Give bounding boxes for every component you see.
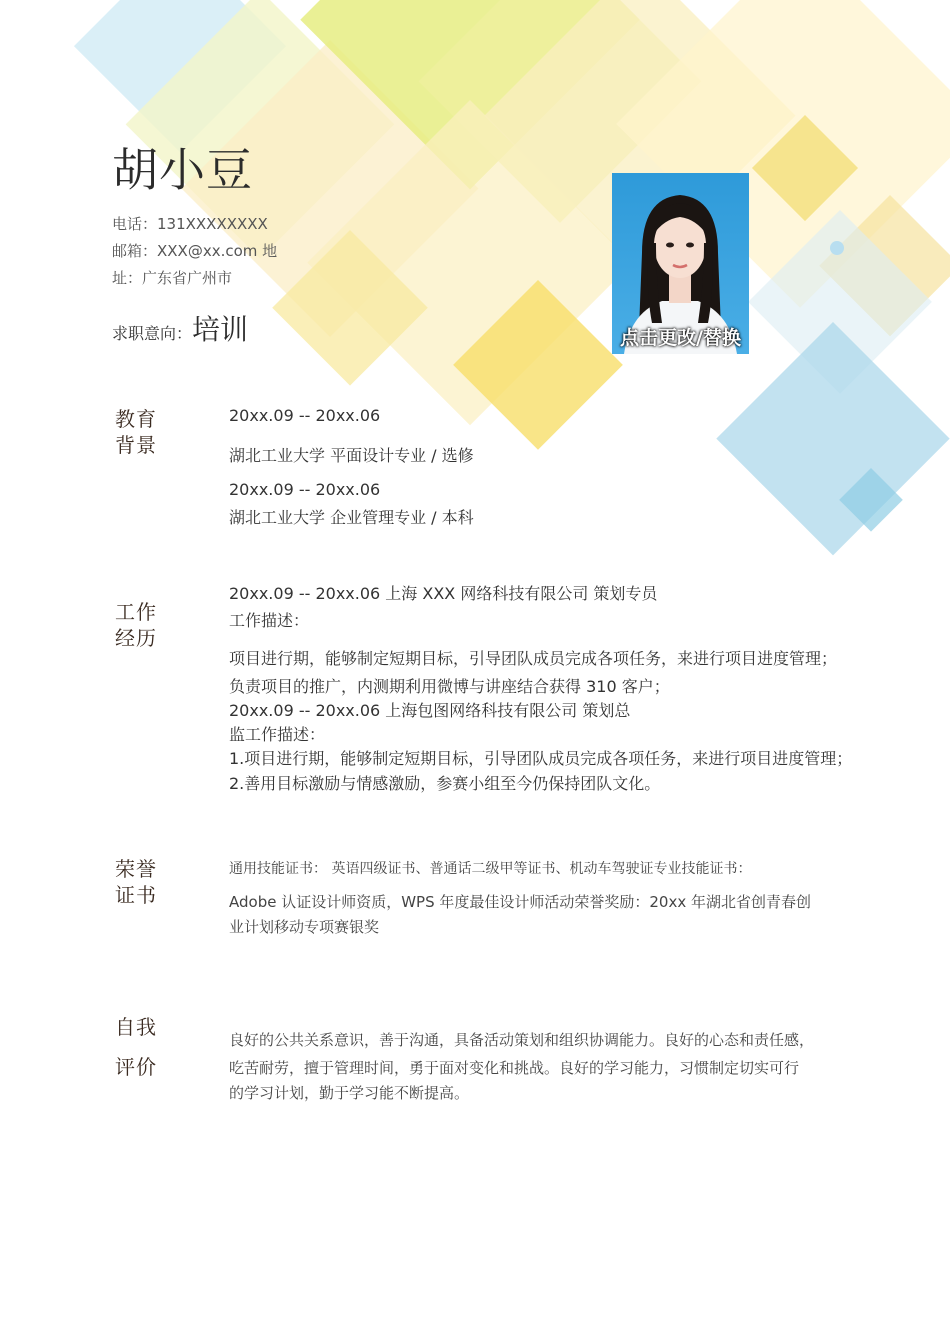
section-title-line: 荣誉 (115, 857, 157, 881)
section-title-line: 经历 (115, 626, 157, 650)
work-line: 负责项目的推广，内测期利用微博与讲座结合获得 310 客户； (229, 677, 670, 696)
work-line: 1.项目进行期，能够制定短期目标，引导团队成员完成各项任务，来进行项目进度管理； (229, 749, 853, 768)
self-eval-line: 的学习计划，勤于学习能不断提高。 (229, 1084, 470, 1102)
contact-line: 址：广东省广州市 (112, 269, 233, 287)
section-title-line: 证书 (115, 883, 157, 907)
candidate-name: 胡小豆 (112, 143, 253, 197)
honors-line: Adobe 认证设计师资质，WPS 年度最佳设计师活动荣誉奖励：20xx 年湖北省创青春创 (229, 893, 811, 911)
section-title-line: 教育 (115, 407, 157, 431)
self-eval-line: 良好的公共关系意识，善于沟通，具备活动策划和组织协调能力。良好的心态和责任感， (229, 1031, 815, 1049)
work-line: 项目进行期，能够制定短期目标，引导团队成员完成各项任务，来进行项目进度管理； (229, 649, 838, 668)
section-title-line: 评价 (115, 1055, 157, 1079)
education-line: 20xx.09 -- 20xx.06 (229, 406, 381, 425)
job-intent-label: 求职意向： (112, 324, 193, 343)
section-title-line: 背景 (115, 433, 157, 457)
section-title-honors (115, 856, 157, 908)
work-line: 2.善用目标激励与情感激励，参赛小组至今仍保持团队文化。 (229, 774, 661, 793)
section-title-work (115, 599, 157, 651)
education-line: 湖北工业大学 平面设计专业 / 选修 (229, 446, 474, 465)
work-line: 20xx.09 -- 20xx.06 上海包图网络科技有限公司 策划总 (229, 701, 631, 720)
contact-line: 电话：131XXXXXXXX (112, 215, 268, 233)
job-intent-value: 培训 (192, 313, 249, 346)
section-title-line: 工作 (115, 600, 157, 624)
change-photo-label[interactable]: 点击更改/替换 (620, 327, 741, 349)
profile-photo[interactable] (612, 173, 749, 354)
work-line: 监工作描述： (229, 725, 326, 744)
job-intent (112, 308, 248, 348)
section-title-self-eval (115, 1007, 157, 1087)
self-eval-line: 吃苦耐劳，擅于管理时间，勇于面对变化和挑战。良好的学习能力，习惯制定切实可行 (229, 1059, 800, 1077)
honors-line: 通用技能证书： 英语四级证书、普通话二级甲等证书、机动车驾驶证专业技能证书： (229, 861, 752, 877)
education-line: 湖北工业大学 企业管理专业 / 本科 (229, 508, 474, 527)
work-line: 工作描述： (229, 611, 310, 630)
section-title-line: 自我 (115, 1015, 157, 1039)
contact-info (112, 211, 277, 292)
work-line: 20xx.09 -- 20xx.06 上海 XXX 网络科技有限公司 策划专员 (229, 584, 658, 603)
honors-line: 业计划移动专项赛银奖 (229, 918, 380, 936)
education-line: 20xx.09 -- 20xx.06 (229, 480, 381, 499)
contact-line: 邮箱：XXX@xx.com 地 (112, 242, 278, 260)
section-title-education (115, 406, 157, 458)
